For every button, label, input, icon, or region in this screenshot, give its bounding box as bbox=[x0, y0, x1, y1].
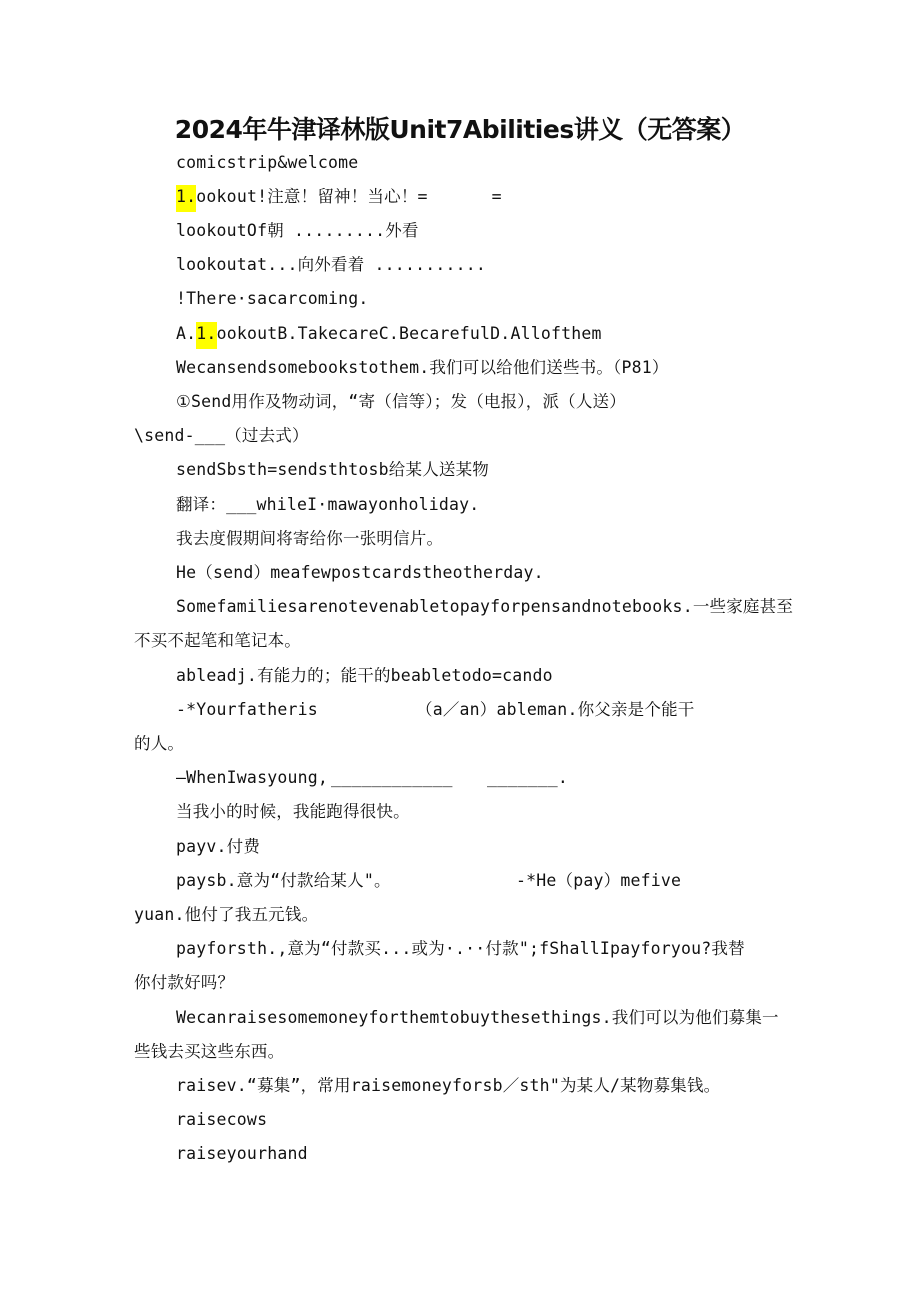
highlight: 1. bbox=[176, 185, 196, 212]
text-line: raiseyourhand bbox=[176, 1144, 308, 1163]
text-line: yuan.他付了我五元钱。 bbox=[134, 905, 319, 924]
text-line: 当我小的时候，我能跑得很快。 bbox=[176, 802, 410, 821]
text-line: sendSbsth=sendsthtosb给某人送某物 bbox=[176, 460, 490, 479]
text-line: Wecansendsomebookstothem.我们可以给他们送些书。（P81） bbox=[176, 358, 669, 377]
text-line: Somefamiliesarenotevenabletopayforpensandnotebooks.一些家庭甚至 bbox=[176, 597, 794, 616]
blank-line: ____________ bbox=[331, 768, 453, 787]
text-line: 你付款好吗？ bbox=[134, 973, 235, 992]
text-line: 翻译：___whileI·mawayonholiday. bbox=[176, 495, 480, 514]
text-line: raisev.“募集”，常用raisemoneyforsb／sth"为某人/某物募集钱。 bbox=[176, 1076, 721, 1095]
text-line: lookoutOf朝 .........外看 bbox=[176, 221, 419, 240]
text-line: \send-___（过去式） bbox=[134, 426, 309, 445]
text-line: !There·sacarcoming. bbox=[176, 289, 369, 308]
text-span: A. bbox=[176, 324, 197, 343]
text-line: -*He（pay）mefive bbox=[516, 871, 682, 890]
text-line: payv.付费 bbox=[176, 837, 261, 856]
text-line: paysb.意为“付款给某人"。 bbox=[176, 871, 391, 890]
text-line: payforsth.,意为“付款买...或为·.··付款";fShallIpayforyou?我替 bbox=[176, 939, 745, 958]
text-line: 些钱去买这些东西。 bbox=[134, 1042, 285, 1061]
text-line: ableadj.有能力的；能干的beabletodo=cando bbox=[176, 666, 553, 685]
text-line: comicstrip&welcome bbox=[176, 153, 359, 172]
text-line bbox=[176, 187, 502, 207]
text-line: raisecows bbox=[176, 1110, 268, 1129]
text-line: 的人。 bbox=[134, 734, 185, 753]
text-line: 不买不起笔和笔记本。 bbox=[134, 631, 301, 650]
text-line: （a／an）ableman.你父亲是个能干 bbox=[416, 700, 695, 719]
text-line: 我去度假期间将寄给你一张明信片。 bbox=[176, 529, 444, 548]
document-title: 2024年牛津译林版Unit7Abilities讲义（无答案） bbox=[174, 115, 746, 144]
highlight: 1. bbox=[196, 322, 216, 349]
text-span: = bbox=[491, 187, 502, 206]
text-span: ookoutB.TakecareC.BecarefulD.Allofthem bbox=[216, 324, 602, 343]
blank-line: _______. bbox=[487, 768, 569, 787]
text-line: He（send）meafewpostcardstheotherday. bbox=[176, 563, 544, 582]
text-line bbox=[176, 324, 602, 344]
text-span: ookout!注意！留神！当心！= bbox=[196, 187, 428, 206]
text-line: —WhenIwasyoung, bbox=[176, 768, 329, 787]
text-line: Wecanraisesomemoneyforthemtobuythesethings.我们可以为他们募集一 bbox=[176, 1008, 779, 1027]
text-line: lookoutat...向外看着 ........... bbox=[176, 255, 487, 274]
text-line: ①Send用作及物动词，“寄（信等）；发（电报），派（人送） bbox=[176, 392, 626, 411]
text-line: -*Yourfatheris bbox=[176, 700, 318, 719]
